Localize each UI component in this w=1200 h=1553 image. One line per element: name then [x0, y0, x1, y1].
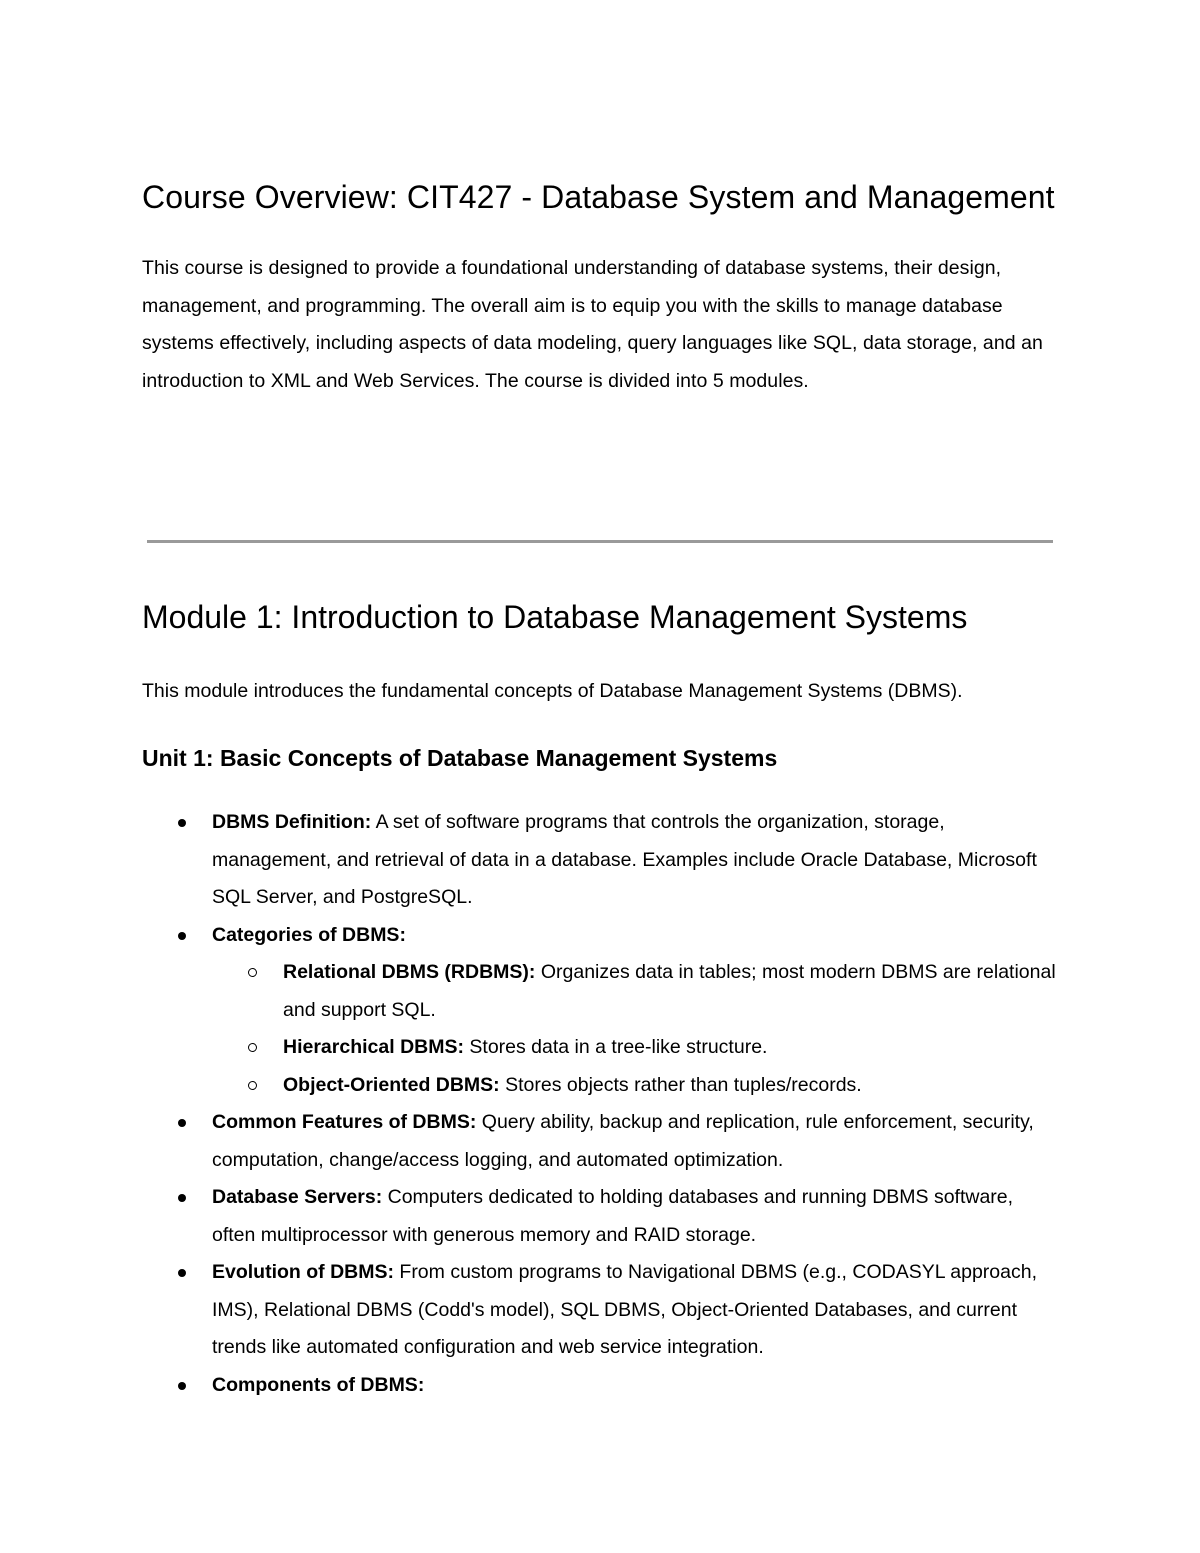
item-text: Stores objects rather than tuples/records. — [499, 1073, 862, 1096]
item-term: Object-Oriented DBMS: — [283, 1073, 500, 1096]
unit-title: Unit 1: Basic Concepts of Database Management Systems — [142, 745, 778, 771]
module-description: This module introduces the fundamental concepts of Database Management Systems (DBMS). — [142, 680, 963, 702]
list-item-database-servers — [142, 1179, 1058, 1254]
concepts-list — [142, 804, 1058, 1404]
list-item-dbms-definition — [142, 804, 1058, 917]
list-item-components — [142, 1367, 1058, 1405]
item-text: Stores data in a tree-like structure. — [463, 1036, 768, 1058]
sublist-item-object-oriented — [212, 1067, 1058, 1105]
item-term: DBMS Definition: — [212, 811, 372, 833]
list-item-common-features — [142, 1104, 1058, 1179]
hollow-bullet-icon — [248, 968, 257, 977]
hollow-bullet-icon — [248, 1081, 257, 1090]
item-text: Query ability, backup and replication, rule enforcement, security, computation, change/access logging, and automated optimization. — [212, 1111, 1034, 1171]
sublist-item-rdbms — [212, 954, 1058, 1029]
item-text: A set of software programs that controls the organization, storage, management, and retrieval of data in a database. Examples include Oracle Database, Microsoft SQL Server, and PostgreSQL. — [212, 811, 1037, 908]
bullet-icon — [178, 1194, 186, 1202]
item-text: Organizes data in tables; most modern DBMS are relational and support SQL. — [283, 961, 1056, 1021]
intro-paragraph: This course is designed to provide a foundational understanding of database systems, their design, management, and programming. The overall aim is to equip you with the skills to manage database systems effectively, including aspects of data modeling, query languages like SQL, data storage, and an introduction to XML and Web Services. The course is divided into 5 modules. — [142, 257, 1043, 392]
item-text: From custom programs to Navigational DBMS (e.g., CODASYL approach, IMS), Relational DBMS (Codd's model), SQL DBMS, Object-Oriented Databases, and current trends like automated configuration and web service integration. — [212, 1261, 1038, 1358]
list-item-categories — [142, 917, 1058, 1105]
document-page — [142, 168, 1058, 1396]
bullet-icon — [178, 1119, 186, 1127]
item-term: Components of DBMS: — [212, 1373, 425, 1396]
bullet-icon — [178, 819, 186, 827]
bullet-icon — [178, 1269, 186, 1277]
bullet-icon — [178, 932, 186, 940]
item-text: Computers dedicated to holding databases and running DBMS software, often multiprocessor with generous memory and RAID storage. — [212, 1186, 1014, 1246]
sublist-item-hierarchical — [212, 1029, 1058, 1067]
categories-sublist — [212, 954, 1058, 1104]
item-term: Relational DBMS (RDBMS): — [283, 961, 536, 983]
module-title: Module 1: Introduction to Database Management Systems — [142, 599, 968, 635]
section-divider — [147, 540, 1053, 543]
bullet-icon — [178, 1382, 186, 1390]
document-title: Course Overview: CIT427 - Database System and Management — [142, 179, 1055, 215]
item-term: Database Servers: — [212, 1186, 383, 1208]
item-term: Common Features of DBMS: — [212, 1111, 477, 1133]
item-term: Hierarchical DBMS: — [283, 1036, 464, 1058]
item-term: Evolution of DBMS: — [212, 1261, 394, 1283]
hollow-bullet-icon — [248, 1043, 257, 1052]
list-item-evolution — [142, 1254, 1058, 1367]
item-term: Categories of DBMS: — [212, 923, 406, 946]
